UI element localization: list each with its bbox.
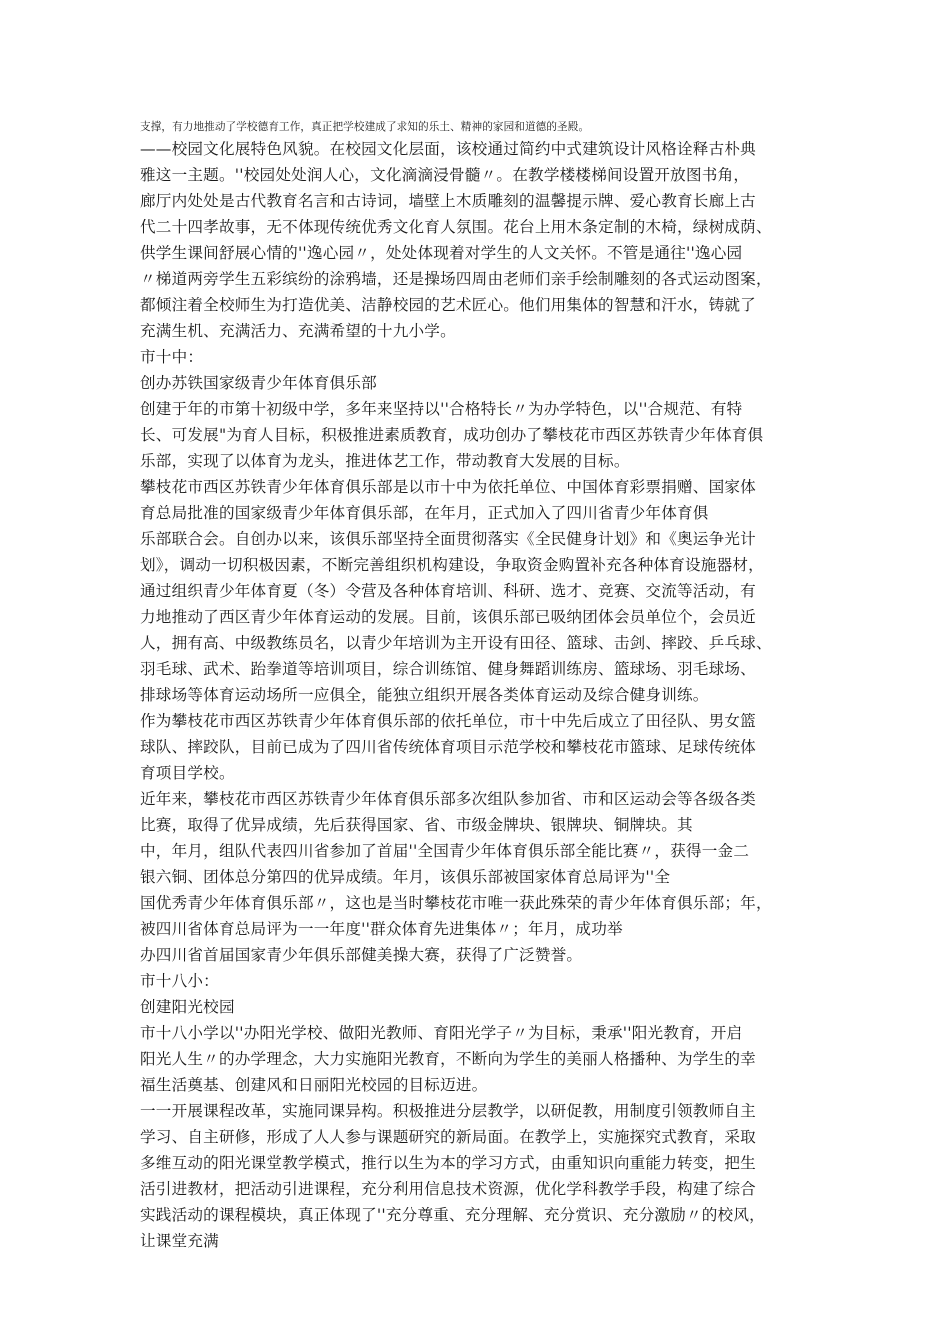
text-line: 福生活奠基、创建风和日丽阳光校园的目标迈进。 [140,1076,488,1094]
text-line: ——校园文化展特色风貌。在校园文化层面，该校通过简约中式建筑设计风格诠释古朴典 [140,140,756,158]
text-line: 通过组织青少年体育夏（冬）令营及各种体育培训、科研、选才、竞赛、交流等活动，有 [140,582,756,600]
text-line: 人，拥有高、中级教练员名，以青少年培训为主开设有田径、篮球、击剑、摔跤、乒乓球、 [140,634,772,652]
text-line: 国优秀青少年体育俱乐部〃，这也是当时攀枝花市唯一获此殊荣的青少年体育俱乐部；年， [140,894,772,912]
section-subheading: 创办苏铁国家级青少年体育俱乐部 [140,374,377,392]
text-line: 排球场等体育运动场所一应俱全，能独立组织开展各类体育运动及综合健身训练。 [140,686,709,704]
text-line: 让课堂充满 [140,1232,219,1250]
text-line: 供学生课间舒展心情的''逸心园〃，处处体现着对学生的人文关怀。不管是通往''逸心园 [140,244,743,262]
text-line: 创建于年的市第十初级中学，多年来坚持以''合格特长〃为办学特色，以''合规范、有特 [140,400,743,418]
text-line: 作为攀枝花市西区苏铁青少年体育俱乐部的依托单位，市十中先后成立了田径队、男女篮 [140,712,756,730]
text-line: 学习、自主研修，形成了人人参与课题研究的新局面。在教学上，实施探究式教育，采取 [140,1128,756,1146]
text-line: 近年来，攀枝花市西区苏铁青少年体育俱乐部多次组队参加省、市和区运动会等各级各类 [140,790,756,808]
section-subheading: 创建阳光校园 [140,998,235,1016]
text-line: 实践活动的课程模块，真正体现了''充分尊重、充分理解、充分赏识、充分激励〃的校风， [140,1206,765,1224]
text-line: 活引进教材，把活动引进课程，充分利用信息技术资源，优化学科教学手段，构建了综合 [140,1180,756,1198]
text-line: 育总局批准的国家级青少年体育俱乐部，在年月，正式加入了四川省青少年体育俱 [140,504,709,522]
text-line: 划》，调动一切积极因素，不断完善组织机构建设，争取资金购置补充各种体育设施器材， [140,556,764,574]
text-line: 力地推动了西区青少年体育运动的发展。目前，该俱乐部已吸纳团体会员单位个，会员近 [140,608,756,626]
text-line: 中，年月，组队代表四川省参加了首届''全国青少年体育俱乐部全能比赛〃，获得一金二 [140,842,750,860]
text-line: 支撑，有力地推动了学校德育工作，真正把学校建成了求知的乐土、精神的家园和道德的圣殿。 [140,121,590,133]
text-line: 球队、摔跤队，目前已成为了四川省传统体育项目示范学校和攀枝花市篮球、足球传统体 [140,738,756,756]
text-line: 办四川省首届国家青少年俱乐部健美操大赛，获得了广泛赞誉。 [140,946,583,964]
text-line: 充满生机、充满活力、充满希望的十九小学。 [140,322,456,340]
text-line: 比赛，取得了优异成绩，先后获得国家、省、市级金牌块、银牌块、铜牌块。其 [140,816,693,834]
text-line: 多维互动的阳光课堂教学模式，推行以生为本的学习方式，由重知识向重能力转变，把生 [140,1154,756,1172]
text-line: 一一开展课程改革，实施同课异构。积极推进分层教学，以研促教，用制度引领教师自主 [140,1102,756,1120]
text-line: 廊厅内处处是古代教育名言和古诗词，墙壁上木质雕刻的温馨提示牌、爱心教育长廊上古 [140,192,756,210]
text-line: 育项目学校。 [140,764,235,782]
text-line: 长、可发展"为育人目标，积极推进素质教育，成功创办了攀枝花市西区苏铁青少年体育俱 [140,426,764,444]
text-line: 乐部，实现了以体育为龙头，推进体艺工作，带动教育大发展的目标。 [140,452,630,470]
section-heading: 市十八小： [140,972,219,990]
text-line: 都倾注着全校师生为打造优美、洁静校园的艺术匠心。他们用集体的智慧和汗水，铸就了 [140,296,756,314]
text-line: 乐部联合会。自创办以来，该俱乐部坚持全面贯彻落实《全民健身计划》和《奥运争光计 [140,530,756,548]
text-line: 攀枝花市西区苏铁青少年体育俱乐部是以市十中为依托单位、中国体育彩票捐赠、国家体 [140,478,756,496]
text-line: 银六铜、团体总分第四的优异成绩。年月，该俱乐部被国家体育总局评为''全 [140,868,671,886]
text-line: 代二十四孝故事，无不体现传统优秀文化育人氛围。花台上用木条定制的木椅，绿树成荫、 [140,218,772,236]
section-heading: 市十中： [140,348,204,366]
text-line: 阳光人生〃的办学理念，大力实施阳光教育，不断向为学生的美丽人格播种、为学生的幸 [140,1050,756,1068]
text-line: 〃梯道两旁学生五彩缤纷的涂鸦墙，还是操场四周由老师们亲手绘制雕刻的各式运动图案， [140,270,772,288]
text-line: 羽毛球、武术、跆拳道等培训项目，综合训练馆、健身舞蹈训练房、篮球场、羽毛球场、 [140,660,756,678]
text-line: 被四川省体育总局评为一一年度''群众体育先进集体〃；年月，成功举 [140,920,623,938]
text-line: 雅这一主题。''校园处处润人心，文化滴滴浸骨髓〃。在教学楼楼梯间设置开放图书角， [140,166,750,184]
text-line: 市十八小学以''办阳光学校、做阳光教师、育阳光学子〃为目标，秉承''阳光教育，开启 [140,1024,743,1042]
